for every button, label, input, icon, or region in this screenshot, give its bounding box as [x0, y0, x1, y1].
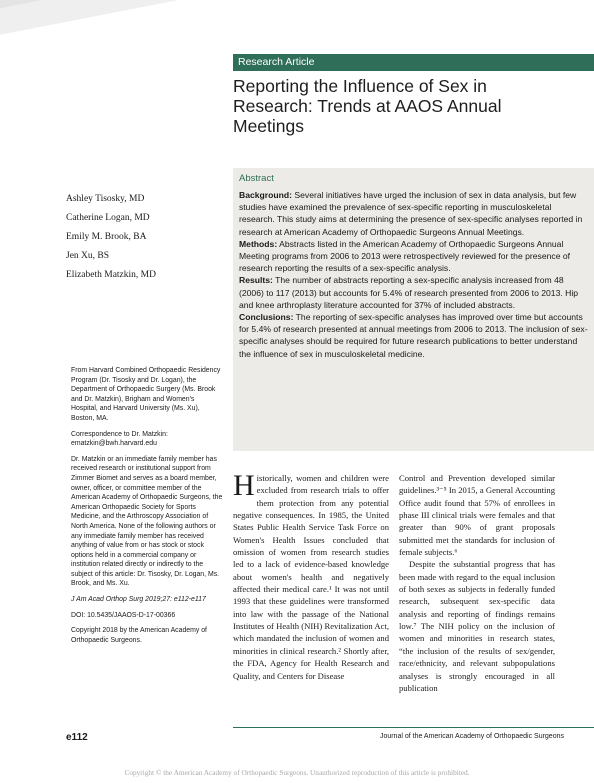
correspondence-note: Correspondence to Dr. Matzkin: ematzkin@bwh.harvard.edu — [71, 430, 168, 448]
article-type-banner: Research Article — [233, 54, 594, 71]
abstract-heading: Abstract — [239, 173, 274, 184]
corner-decoration — [0, 0, 594, 60]
journal-citation: J Am Acad Orthop Surg 2019;27: e112-e117 — [71, 596, 206, 604]
article-title: Reporting the Influence of Sex in Research: Trends at AAOS Annual Meetings — [233, 76, 502, 136]
body-column-right — [399, 472, 555, 694]
journal-name: Journal of the American Academy of Orthopaedic Surgeons — [379, 733, 564, 740]
body-paragraph: Despite the substantial progress that has been made with regard to the equal inclusion of both sexes as subjects in federally funded research, subsequent sex-specific data analysis and reporting of findings remains low.⁷ The NIH policy on the inclusion of women and minorities in research states, “the inclusion of the results of sex/gender, race/ethnicity, and relevant subpopulations analyses is strongly encouraged in all publication — [399, 559, 555, 693]
author-name: Jen Xu, BS — [66, 251, 110, 261]
footer-divider — [233, 727, 594, 728]
body-text: istorically, women and children were excluded from research trials to offer them protection from any potential negative consequences. In 1985, the United States Public Health Service Task Force on Women's Health Issues concluded that omission of women from research studies led to a lack of evidence-based knowledge about women's health and negatively affected their medical care.¹ It was not until 1993 that these guidelines were transformed into law with the passage of the National Institutes of Health (NIH) Revitalization Act, which mandated the inclusion of women and minorities in clinical research.² Shortly after, the FDA, Agency for Health Research and Quality, and Centers for Disease — [233, 473, 389, 681]
author-name: Catherine Logan, MD — [66, 213, 150, 223]
section-text: Several initiatives have urged the inclusion of sex in data analysis, but few studies have examined the prevalence of sex-specific reporting in musculoskeletal research. This study aims at determining the presence of sex-specific analyses reported in research at American Academy of Orthopaedic Surgeons Annual Meetings. — [239, 190, 583, 237]
section-label: Results: — [239, 275, 273, 286]
section-label: Background: — [239, 190, 292, 200]
disclosure-note: Dr. Matzkin or an immediate family member has received research or institutional support from Zimmer Biomet and serves as a board member, owner, officer, or committee member of the American Academy of Orthopaedic Surgeons, the American Orthopaedic Society for Sports Medicine, and the Arthroscopy Association of North America. None of the following authors or any immediate family member has received anything of value from or has stock or stock options held in a commercial company or institution related directly or indirectly to the subject of this article: Dr. Tisosky, Dr. Logan, Ms. Brook, and Ms. Xu. — [71, 455, 223, 588]
author-name: Emily M. Brook, BA — [66, 232, 147, 242]
section-text: Abstracts listed in the American Academy of Orthopaedic Surgeons Annual Meeting programs from 2006 to 2013 were retrospectively reviewed for the presence of research reporting the results of a sex-specific analysis. — [239, 238, 571, 274]
author-name: Ashley Tisosky, MD — [66, 194, 145, 204]
abstract-results — [239, 274, 588, 311]
copyright-footer: Copyright © the American Academy of Orthopaedic Surgeons. Unauthorized reproduction of this article is prohibited. — [124, 768, 470, 777]
body-column-left — [233, 469, 389, 682]
drop-cap: H — [233, 469, 255, 502]
abstract-methods — [239, 238, 588, 275]
article-info-sidebar — [71, 366, 223, 651]
section-text: The number of abstracts reporting a sex-specific analysis increased from 48 (2006) to 117 (2013) but accounts for 5.4% of research presented from 2006 to 2013. Hip and knee arthroplasty literature accounted for 37% of included abstracts. — [239, 275, 579, 310]
doi-note: DOI: 10.5435/JAAOS-D-17-00366 — [71, 611, 176, 619]
author-name: Elizabeth Matzkin, MD — [66, 270, 156, 280]
decorative-stripe-light — [0, 0, 220, 42]
section-label: Methods: — [239, 238, 278, 249]
body-paragraph: Control and Prevention developed similar guidelines.³⁻⁵ In 2015, a General Accounting Office audit found that 57% of enrollees in phase III clinical trials were females and that greater than 90% of grant proposals submitted met the standards for inclusion of female subjects.⁶ — [399, 473, 555, 558]
section-text: The reporting of sex-specific analyses has improved over time but accounts for 5.4% of research presented at annual meetings from 2006 to 2013. The inclusion of sex-specific analyses should be required for future research publications to better understand the influence of sex in musculoskeletal medicine. — [239, 312, 588, 359]
abstract-conclusions — [239, 311, 588, 360]
abstract-background — [239, 189, 588, 238]
page-number: e112 — [66, 732, 88, 743]
affiliation-note: From Harvard Combined Orthopaedic Residency Program (Dr. Tisosky and Dr. Logan), the Department of Orthopaedic Surgery (Ms. Brook and Dr. Matzkin), Brigham and Women's Hospital, and Harvard University (Ms. Xu), Boston, MA. — [71, 367, 221, 422]
copyright-note: Copyright 2018 by the American Academy of Orthopaedic Surgeons. — [71, 627, 207, 644]
abstract-box — [233, 168, 594, 451]
body-paragraph — [233, 469, 389, 682]
author-list — [66, 190, 226, 285]
section-label: Conclusions: — [239, 312, 294, 323]
